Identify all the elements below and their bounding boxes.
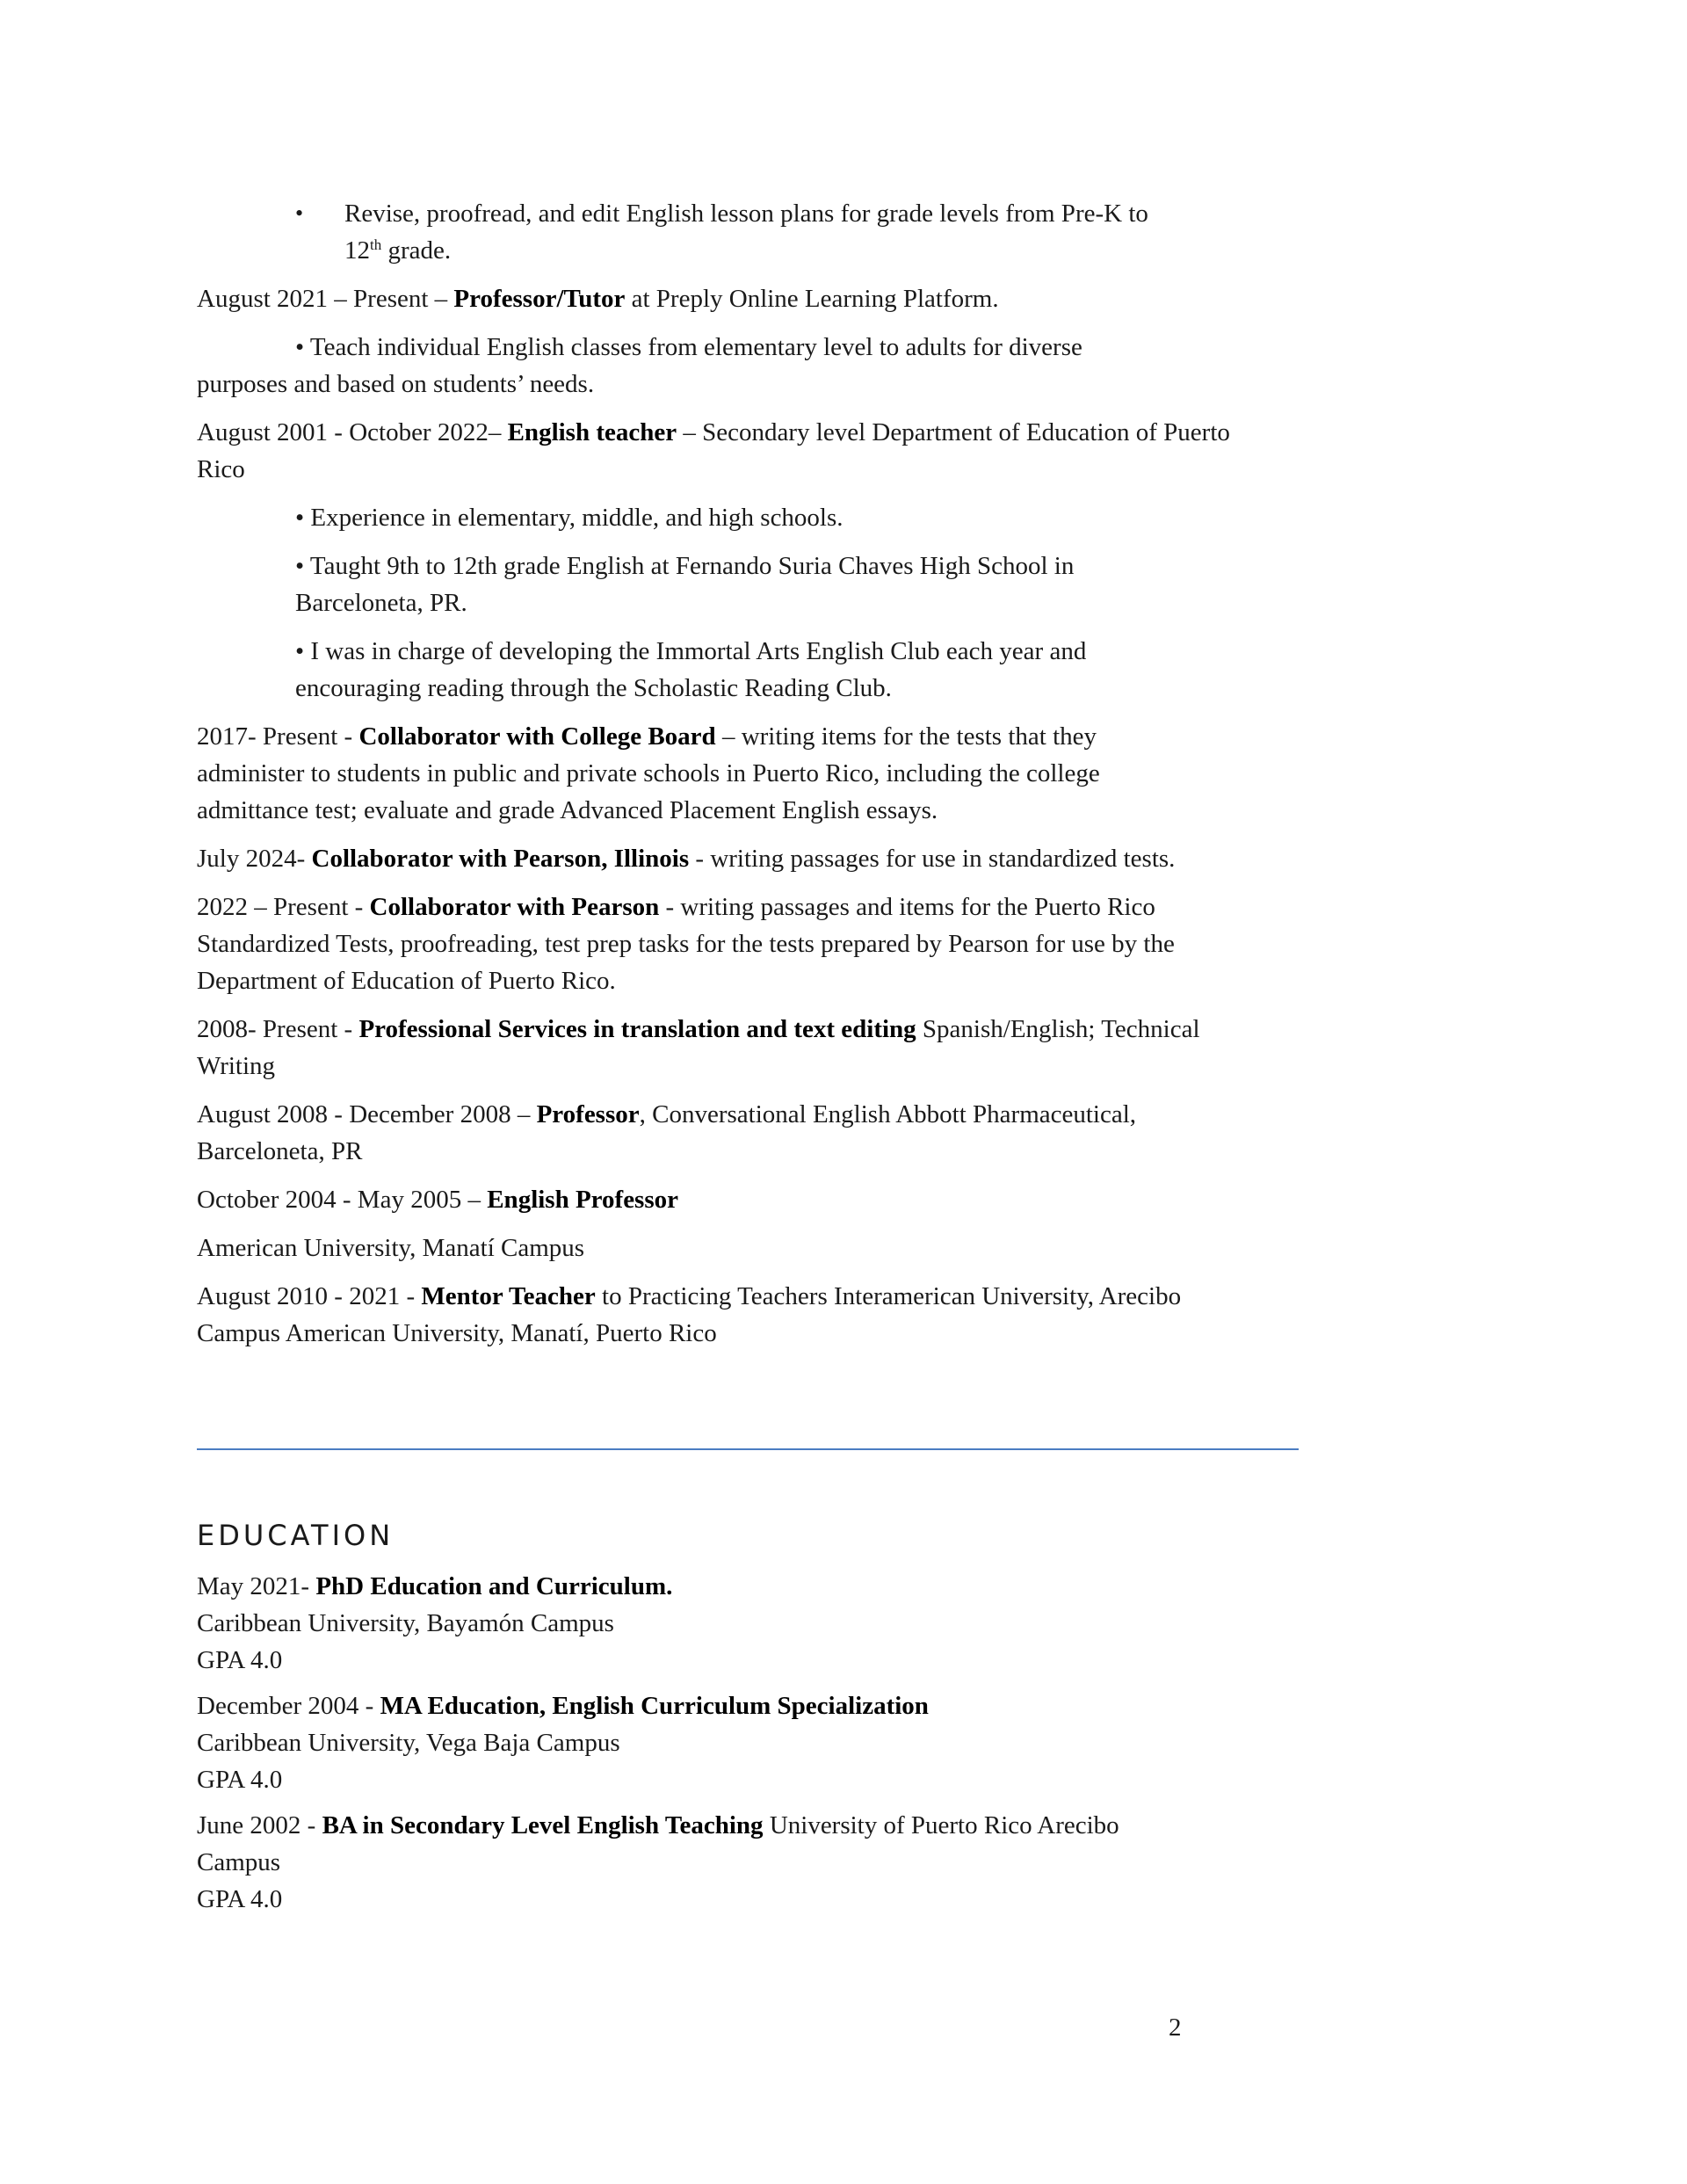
education-section (197, 1568, 1234, 1926)
gpa: GPA 4.0 (197, 1885, 283, 1913)
job-entry-college-board: 2017- Present - Collaborator with College Board – writing items for the tests that they administer to students in public and private schools in Puerto Rico, including the college admittance test; evaluate and grade Advanced Placement English essays. (197, 722, 1100, 824)
job-bullet: • Taught 9th to 12th grade English at Fernando Suria Chaves High School in Barceloneta, PR. (295, 552, 1075, 617)
list-item: • Revise, proofread, and edit English lesson plans for grade levels from Pre-K to 12th grade. (197, 195, 1234, 269)
school-name: Caribbean University, Vega Baja Campus (197, 1729, 620, 1757)
page-number: 2 (1169, 2013, 1182, 2042)
section-divider (197, 1448, 1299, 1450)
job-place: American University, Manatí Campus (197, 1234, 585, 1262)
job-bullet: • Experience in elementary, middle, and high schools. (295, 504, 844, 532)
job-entry-translation: 2008- Present - Professional Services in translation and text editing Spanish/English; Technical Writing (197, 1015, 1200, 1080)
job-entry-pearson-illinois: July 2024- Collaborator with Pearson, Illinois - writing passages for use in standardized tests. (197, 845, 1176, 873)
gpa: GPA 4.0 (197, 1646, 283, 1674)
job-entry-pearson: 2022 – Present - Collaborator with Pearson - writing passages and items for the Puerto Rico Standardized Tests, proofreading, test prep tasks for the tests prepared by Pearson for use by the Department of Education of Puerto Rico. (197, 893, 1175, 995)
school-name: Caribbean University, Bayamón Campus (197, 1609, 614, 1637)
education-entry: June 2002 - BA in Secondary Level English Teaching University of Puerto Rico Arecibo Campus GPA 4.0 (197, 1807, 1234, 1918)
education-heading: EDUCATION (197, 1519, 395, 1552)
job-entry-mentor-teacher: August 2010 - 2021 - Mentor Teacher to Practicing Teachers Interamerican University, Arecibo Campus American University, Manatí, Puerto Rico (197, 1282, 1182, 1347)
job-bullet: • I was in charge of developing the Immortal Arts English Club each year and encouraging reading through the Scholastic Reading Club. (295, 637, 1087, 702)
job-entry-preply: August 2021 – Present – Professor/Tutor at Preply Online Learning Platform. (197, 285, 999, 313)
gpa: GPA 4.0 (197, 1766, 283, 1794)
education-entry: May 2021- PhD Education and Curriculum. Caribbean University, Bayamón Campus GPA 4.0 (197, 1568, 1234, 1679)
job-entry-american-university: October 2004 - May 2005 – English Professor (197, 1186, 679, 1214)
job-entry-abbott: August 2008 - December 2008 – Professor, Conversational English Abbott Pharmaceutical, Barceloneta, PR (197, 1100, 1137, 1165)
job-bullet: • Teach individual English classes from elementary level to adults for diverse purposes and based on students’ needs. (197, 333, 1082, 398)
education-entry: December 2004 - MA Education, English Curriculum Specialization Caribbean University, Vega Baja Campus GPA 4.0 (197, 1687, 1234, 1798)
bullet-icon: • (295, 200, 304, 226)
job-entry-english-teacher: August 2001 - October 2022– English teacher – Secondary level Department of Education of Puerto Rico (197, 418, 1230, 483)
experience-section (197, 195, 1234, 1363)
